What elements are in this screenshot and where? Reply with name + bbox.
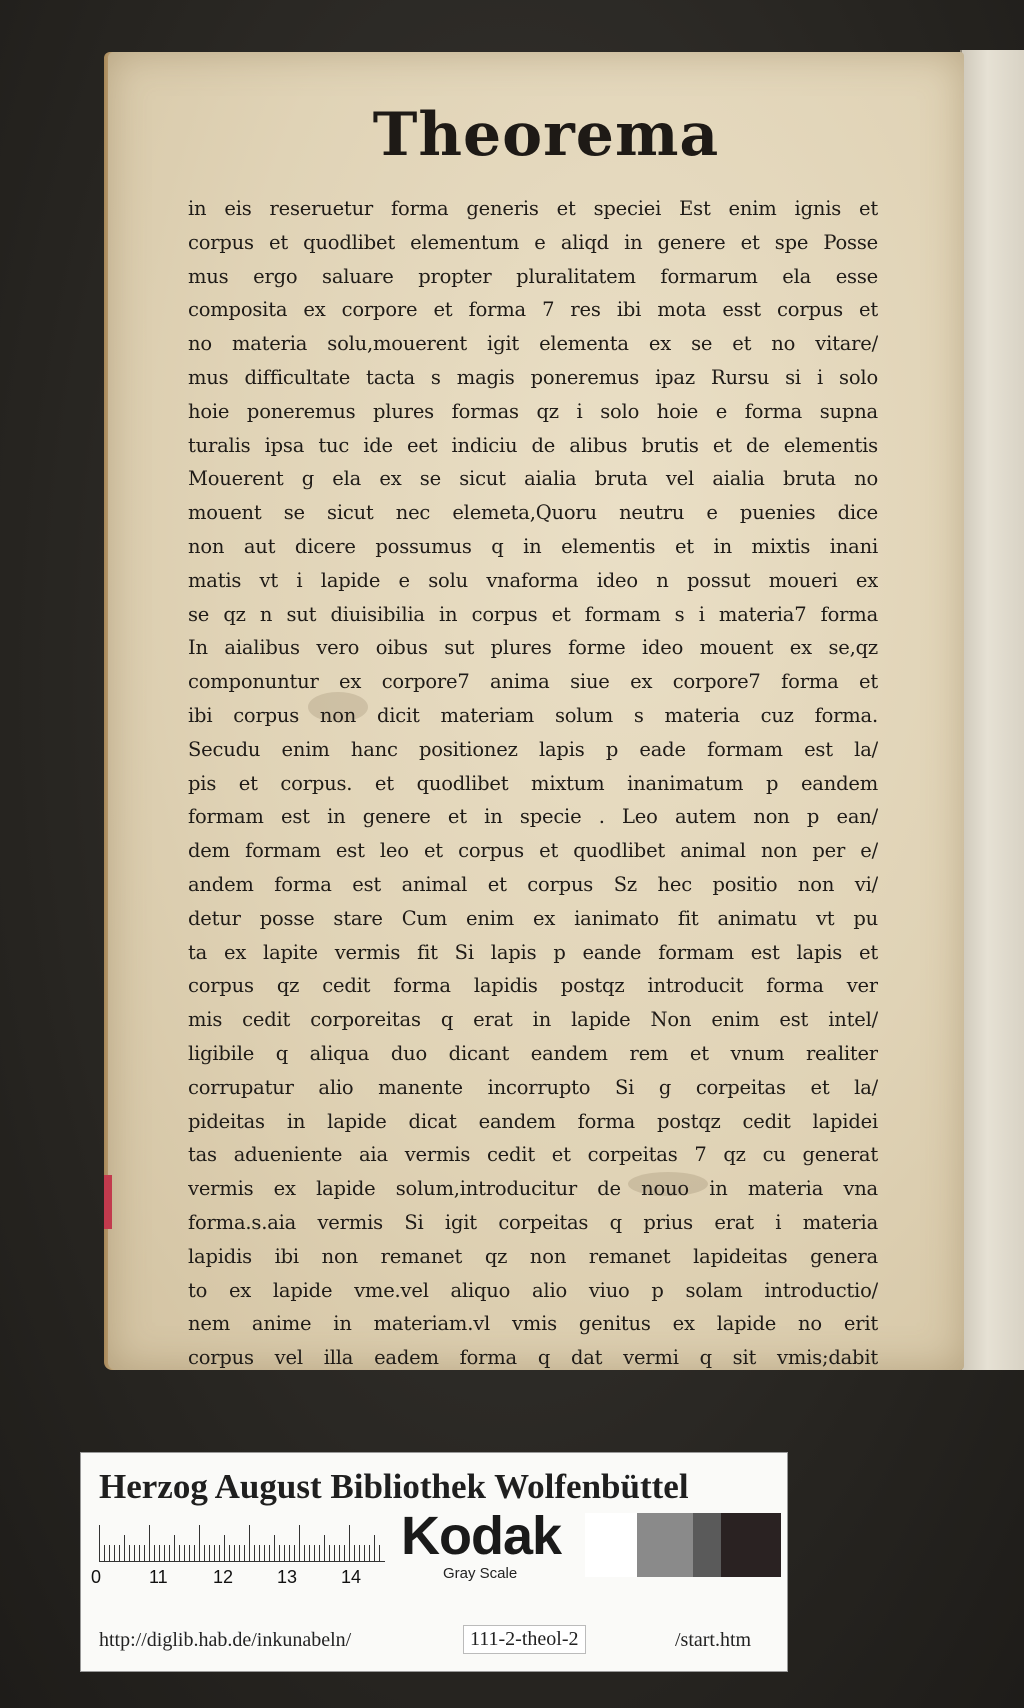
ruler-tick (169, 1545, 170, 1561)
library-name: Herzog August Bibliothek Wolfenbüttel (99, 1467, 689, 1506)
ruler-tick (159, 1545, 160, 1561)
text-line: corpus qz cedit forma lapidis postqz introducit forma ver (188, 974, 878, 998)
ruler-tick (119, 1545, 120, 1561)
text-line: mouent se sicut nec elemeta,Quoru neutru e puenies dice (188, 501, 878, 525)
ruler-tick (134, 1545, 135, 1561)
ruler-tick (329, 1545, 330, 1561)
ruler-tick (274, 1535, 275, 1561)
ruler-tick (354, 1545, 355, 1561)
text-line: forma.s.aia vermis Si igit corpeitas q prius erat i materia (188, 1210, 878, 1234)
text-line: in eis reseruetur forma generis et speciei Est enim ignis et (188, 197, 878, 220)
ruler-tick (224, 1535, 225, 1561)
ruler-tick (129, 1545, 130, 1561)
ruler-tick (374, 1535, 375, 1561)
text-line: ligibile q aliqua duo dicant eandem rem et vnum realiter (188, 1041, 878, 1065)
ruler-number: 12 (213, 1567, 234, 1587)
text-line: non aut dicere possumus q in elementis et in mixtis inani (188, 534, 878, 558)
text-line: nem anime in materiam.vl vmis genitus ex lapide no erit (188, 1312, 878, 1336)
text-line: Secudu enim hanc positionez lapis p eade formam est la/ (188, 737, 878, 761)
ruler-tick (234, 1545, 235, 1561)
ruler-tick (184, 1545, 185, 1561)
ruler-tick (219, 1545, 220, 1561)
ruler-tick (174, 1535, 175, 1561)
ruler-numbers (91, 1567, 431, 1597)
ruler-tick (239, 1545, 240, 1561)
ruler-tick (104, 1545, 105, 1561)
text-line: corpus vel illa eadem forma q dat vermi q sit vmis;dabit (188, 1346, 878, 1370)
text-line: pis et corpus. et quodlibet mixtum inanimatum p eandem (188, 771, 878, 795)
ruler-tick (209, 1545, 210, 1561)
text-line: matis vt i lapide e solu vnaforma ideo n possut moueri ex (188, 568, 878, 592)
ruler-tick (369, 1545, 370, 1561)
ruler-tick (109, 1545, 110, 1561)
text-line: componuntur ex corpore7 anima siue ex corpore7 forma et (188, 670, 878, 694)
text-line: mus ergo saluare propter pluralitatem formarum ela esse (188, 264, 878, 288)
ruler-tick (259, 1545, 260, 1561)
ruler-tick (334, 1545, 335, 1561)
shelfmark-label: 111-2-theol-2 (463, 1625, 586, 1654)
ruler-tick (149, 1525, 150, 1561)
text-line: vermis ex lapide solum,introducitur de nouo in materia vna (188, 1177, 878, 1201)
ruler-tick (189, 1545, 190, 1561)
ruler-tick (294, 1545, 295, 1561)
body-text (188, 192, 878, 1375)
text-line: Mouerent g ela ex se sicut aialia bruta vel aialia bruta no (188, 467, 878, 491)
ruler-number: 14 (341, 1567, 362, 1587)
text-line: no materia solu,mouerent igit elementa ex se et no vitare/ (188, 332, 878, 356)
text-line: dem formam est leo et corpus et quodlibet animal non per e/ (188, 839, 878, 863)
ruler-number: 0 (91, 1567, 102, 1587)
ruler-tick (144, 1545, 145, 1561)
text-line: formam est in genere et in specie . Leo autem non p ean/ (188, 805, 878, 829)
ruler-tick (124, 1535, 125, 1561)
text-line: to ex lapide vme.vel aliquo alio viuo p solam introductio/ (188, 1278, 878, 1302)
text-line: turalis ipsa tuc ide eet indiciu de alibus brutis et de elementis (188, 433, 878, 457)
text-line: andem forma est animal et corpus Sz hec positio non vi/ (188, 872, 878, 896)
ruler-tick (284, 1545, 285, 1561)
ruler-tick (339, 1545, 340, 1561)
ruler-tick (214, 1545, 215, 1561)
text-line: tas adueniente aia vermis cedit et corpeitas 7 qz cu generat (188, 1143, 878, 1167)
kodak-logo: Kodak (401, 1506, 562, 1566)
ruler-tick (319, 1545, 320, 1561)
text-line: mis cedit corporeitas q erat in lapide Non enim est intel/ (188, 1008, 878, 1032)
gray-scale-label: Gray Scale (443, 1565, 518, 1582)
text-line: corpus et quodlibet elementum e aliqd in genere et spe Posse (188, 230, 878, 254)
ruler-tick (309, 1545, 310, 1561)
ruler-tick (194, 1545, 195, 1561)
ruler-tick (199, 1525, 200, 1561)
text-line: lapidis ibi non remanet qz non remanet lapideitas genera (188, 1244, 878, 1268)
text-line: detur posse stare Cum enim ex ianimato fit animatu vt pu (188, 906, 878, 930)
ruler-tick (249, 1525, 250, 1561)
ruler (99, 1521, 385, 1562)
text-line: pideitas in lapide dicat eandem forma postqz cedit lapidei (188, 1109, 878, 1133)
ruler-tick (99, 1525, 100, 1561)
ruler-tick (114, 1545, 115, 1561)
ruler-tick (314, 1545, 315, 1561)
ruler-tick (304, 1545, 305, 1561)
ruler-tick (349, 1525, 350, 1561)
text-line: In aialibus vero oibus sut plures forme ideo mouent ex se,qz (188, 636, 878, 660)
ruler-tick (244, 1545, 245, 1561)
text-line: hoie poneremus plures formas qz i solo hoie e forma supna (188, 399, 878, 423)
url-link[interactable]: http://diglib.hab.de/inkunabeln/ (99, 1629, 352, 1651)
ruler-tick (344, 1545, 345, 1561)
text-line: ibi corpus non dicit materiam solum s materia cuz forma. (188, 703, 878, 727)
ruler-number: 11 (149, 1567, 168, 1587)
text-line: ta ex lapite vermis fit Si lapis p eande formam est lapis et (188, 940, 878, 964)
red-edge-mark (104, 1175, 112, 1229)
gray-patch (721, 1513, 781, 1577)
ruler-tick (229, 1545, 230, 1561)
ruler-tick (359, 1545, 360, 1561)
ruler-tick (364, 1545, 365, 1561)
ruler-tick (204, 1545, 205, 1561)
gray-patch (637, 1513, 693, 1577)
ruler-tick (254, 1545, 255, 1561)
text-line: se qz n sut diuisibilia in corpus et formam s i materia7 forma (188, 602, 878, 626)
page-heading: Theorema (372, 100, 720, 170)
ruler-tick (279, 1545, 280, 1561)
ruler-tick (264, 1545, 265, 1561)
ruler-tick (139, 1545, 140, 1561)
facing-page-edge (960, 50, 1024, 1370)
gray-patch (693, 1513, 721, 1577)
ruler-tick (269, 1545, 270, 1561)
ruler-tick (164, 1545, 165, 1561)
ruler-tick (299, 1525, 300, 1561)
url-suffix: /start.htm (675, 1629, 752, 1651)
color-target-card (80, 1452, 788, 1672)
ruler-tick (324, 1535, 325, 1561)
ruler-tick (289, 1545, 290, 1561)
ruler-tick (179, 1545, 180, 1561)
text-line: corrupatur alio manente incorrupto Si g corpeitas et la/ (188, 1075, 878, 1099)
text-line: composita ex corpore et forma 7 res ibi mota esst corpus et (188, 298, 878, 322)
text-line: mus difficultate tacta s magis poneremus ipaz Rursu si i solo (188, 365, 878, 389)
ruler-number: 13 (277, 1567, 298, 1587)
ruler-tick (154, 1545, 155, 1561)
ruler-tick (379, 1545, 380, 1561)
gray-patch (585, 1513, 637, 1577)
